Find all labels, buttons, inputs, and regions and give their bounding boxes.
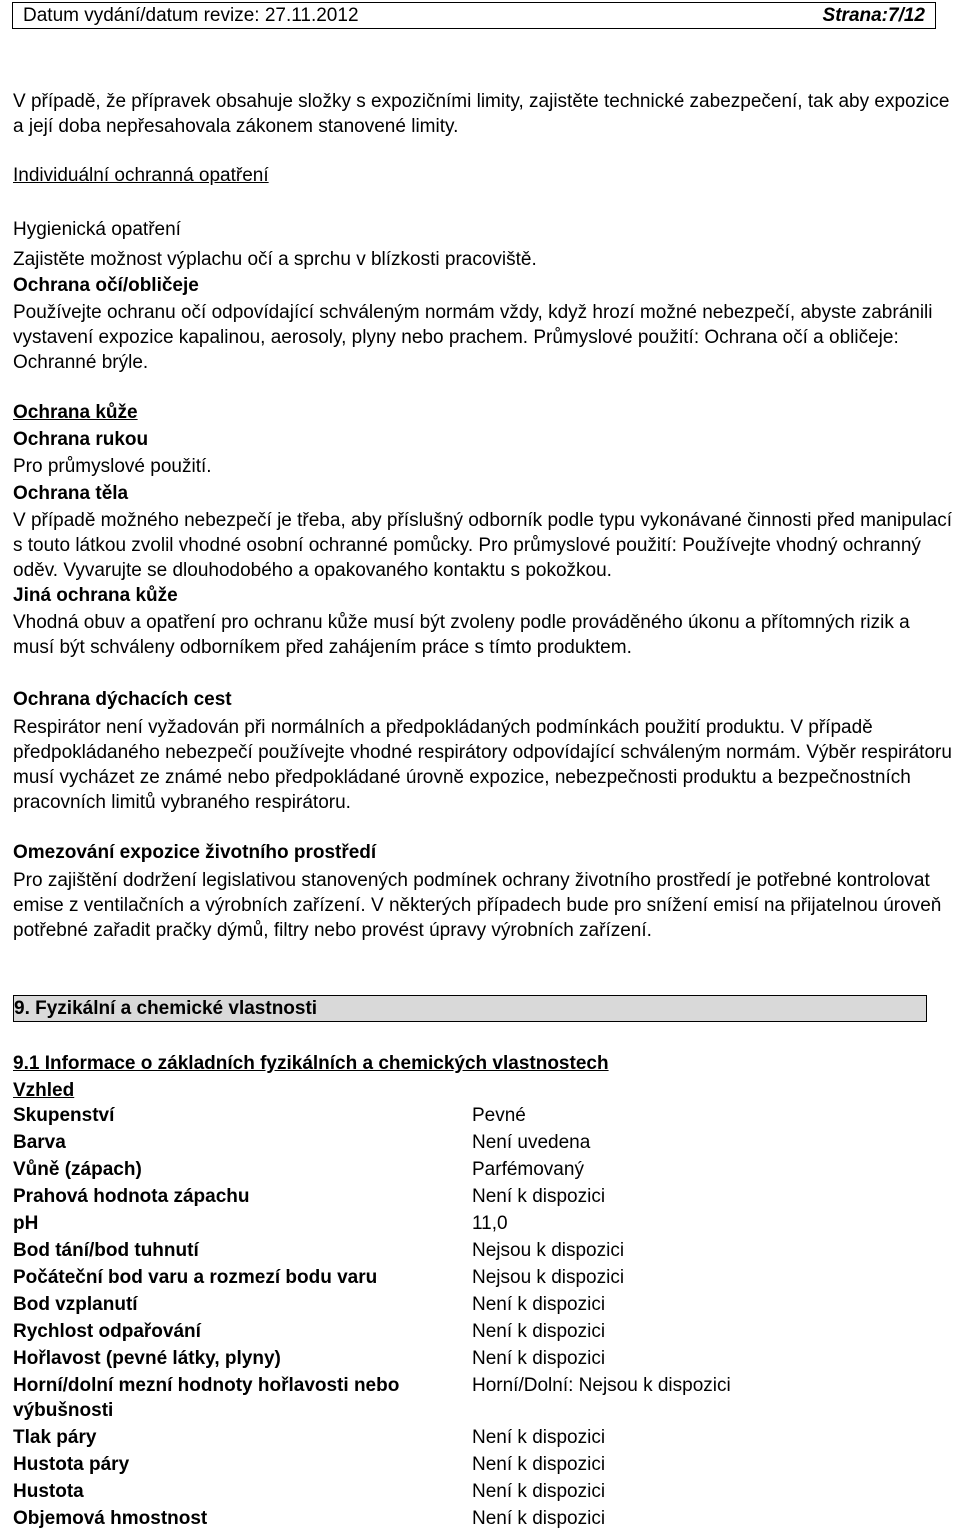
property-value: Nejsou k dispozici (472, 1240, 625, 1261)
property-row (13, 1506, 913, 1531)
environmental-text: Pro zajištění dodržení legislativou stanovených podmínek ochrany životního prostředí je potřebné kontrolovat emise z ventilačních a výrobních zařízení. V některých případech bude pro snížení emisí na přijatelnou úroveň potřebné zařadit pračky dýmů, filtry nebo provést úpravy výrobních zařízení. (13, 870, 942, 941)
skin-protection-title: Ochrana kůže (13, 402, 138, 423)
property-row (13, 1425, 913, 1450)
other-skin-protection-title: Jiná ochrana kůže (13, 585, 178, 606)
body-protection-title: Ochrana těla (13, 483, 129, 504)
body-protection-text: V případě možného nebezpečí je třeba, aby příslušný odborník podle typu vykonávané činnosti před manipulací s touto látkou zvolil vhodné osobní ochranné pomůcky. Pro průmyslové použití: Používejte vhodný ochranný oděv. Vyvarujte se dlouhodobého a opakovaného kontaktu s pokožkou. (13, 510, 952, 581)
environmental-title: Omezování expozice životního prostředí (13, 842, 377, 863)
property-name: Rychlost odpařování (13, 1321, 201, 1342)
hygiene-title: Hygienická opatření (13, 219, 181, 240)
eye-protection-text: Používejte ochranu očí odpovídající schváleným normám vždy, když hrozí možné nebezpečí, abyste zabránili vystavení expozice kapalinou, aerosoly, plyny nebo prachem. Průmyslové použití: Ochrana očí a obličeje: Ochranné brýle. (13, 302, 933, 373)
property-value: Není k dispozici (472, 1481, 606, 1502)
property-name: Barva (13, 1132, 66, 1153)
respiratory-title: Ochrana dýchacích cest (13, 689, 232, 710)
property-name: Objemová hmostnost (13, 1508, 208, 1529)
property-name: Bod vzplanutí (13, 1294, 138, 1315)
hand-protection-title: Ochrana rukou (13, 429, 149, 450)
property-name: pH (13, 1213, 39, 1234)
property-value: Není uvedena (472, 1132, 591, 1153)
skin-protection-section (13, 400, 954, 660)
properties-table (13, 1103, 913, 1533)
property-name: Hořlavost (pevné látky, plyny) (13, 1348, 281, 1369)
property-row (13, 1346, 913, 1371)
property-value: 11,0 (472, 1213, 508, 1234)
other-skin-protection-text: Vhodná obuv a opatření pro ochranu kůže musí být zvoleny podle prováděného úkonu a přítomných rizik a musí být schváleny odborníkem před zahájením práce s tímto produktem. (13, 612, 910, 658)
property-name: Vůně (zápach) (13, 1159, 142, 1180)
hygiene-section (13, 217, 954, 272)
property-row (13, 1319, 913, 1344)
property-value: Parfémovaný (472, 1159, 584, 1180)
property-name: Tlak páry (13, 1427, 97, 1448)
intro-paragraph: V případě, že přípravek obsahuje složky s expozičními limity, zajistěte technické zabezpečení, tak aby expozice a její doba nepřesahovala zákonem stanovené limity. (13, 91, 950, 137)
hand-protection-text: Pro průmyslové použití. (13, 456, 212, 477)
property-row (13, 1103, 913, 1128)
property-row (13, 1238, 913, 1263)
respiratory-text: Respirátor není vyžadován při normálních a předpokládaných podmínkách použití produktu. V případě předpokládaného nebezpečí používejte vhodné respirátory odpovídající schváleným normám. Výběr respirátoru musí vycházet ze známé nebo předpokládané úrovně expozice, nebezpečnosti produktu a bezpečnostních pracovních limitů vybraného respirátoru. (13, 717, 952, 813)
page-header (12, 2, 936, 29)
property-name: Prahová hodnota zápachu (13, 1186, 250, 1207)
property-value: Není k dispozici (472, 1508, 606, 1529)
property-name: Horní/dolní mezní hodnoty hořlavosti nebo výbušnosti (13, 1375, 400, 1421)
page-number: Strana:7/12 (822, 5, 925, 26)
revision-date: Datum vydání/datum revize: 27.11.2012 (23, 5, 359, 26)
property-name: Skupenství (13, 1105, 115, 1126)
individual-protection-heading: Individuální ochranná opatření (13, 165, 269, 186)
property-value: Není k dispozici (472, 1294, 606, 1315)
property-value: Není k dispozici (472, 1427, 606, 1448)
property-name: Počáteční bod varu a rozmezí bodu varu (13, 1267, 378, 1288)
property-row (13, 1211, 913, 1236)
eye-protection-section (13, 273, 954, 375)
property-value: Není k dispozici (472, 1321, 606, 1342)
property-row (13, 1184, 913, 1209)
property-value: Není k dispozici (472, 1454, 606, 1475)
property-row (13, 1479, 913, 1504)
property-row (13, 1452, 913, 1477)
property-row (13, 1157, 913, 1182)
section-9-heading: 9. Fyzikální a chemické vlastnosti (13, 995, 927, 1022)
property-name: Hustota (13, 1481, 84, 1502)
hygiene-text: Zajistěte možnost výplachu očí a sprchu v blízkosti pracoviště. (13, 249, 537, 270)
property-row (13, 1373, 913, 1423)
respiratory-section (13, 687, 954, 815)
section-9-1-heading: 9.1 Informace o základních fyzikálních a chemických vlastnostech Vzhled (13, 1051, 954, 1103)
property-value: Nejsou k dispozici (472, 1267, 625, 1288)
appearance-heading: Vzhled (13, 1080, 75, 1101)
property-row (13, 1265, 913, 1290)
property-name: Hustota páry (13, 1454, 130, 1475)
eye-protection-title: Ochrana očí/obličeje (13, 275, 199, 296)
property-value: Není k dispozici (472, 1348, 606, 1369)
property-value: Horní/Dolní: Nejsou k dispozici (472, 1375, 731, 1396)
environmental-section (13, 840, 954, 943)
property-value: Pevné (472, 1105, 526, 1126)
property-row (13, 1292, 913, 1317)
property-row (13, 1130, 913, 1155)
property-value: Není k dispozici (472, 1186, 606, 1207)
property-name: Bod tání/bod tuhnutí (13, 1240, 199, 1261)
